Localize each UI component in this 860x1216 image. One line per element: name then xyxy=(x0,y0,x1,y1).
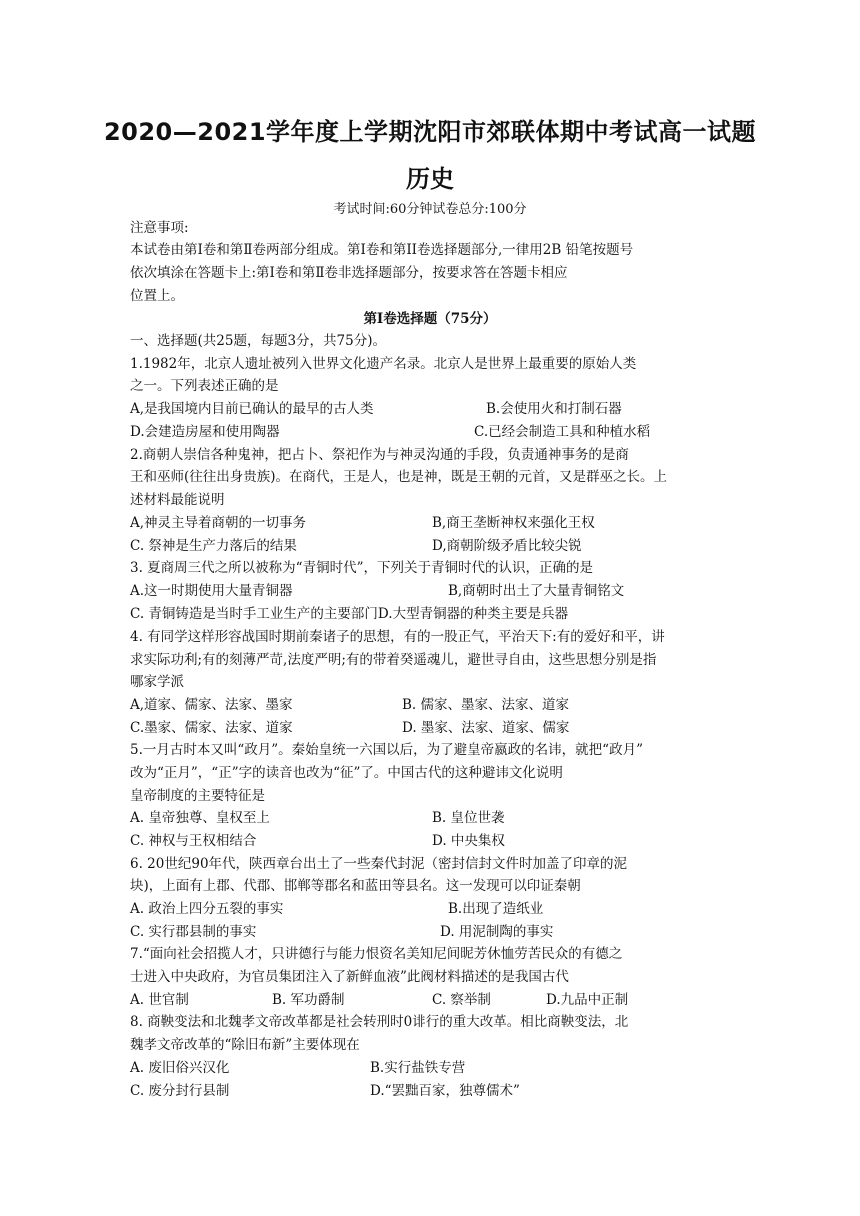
question-2-stem: 王和巫师(往往出身贵族)。在商代，王是人，也是神，既是王朝的元首，又是群巫之长。上 xyxy=(130,469,668,485)
section-heading: 第Ⅰ卷选择题（75分） xyxy=(363,311,497,327)
question-4-option-b: B. 儒家、墨家、法家、道家 xyxy=(402,697,570,713)
question-8-stem: 8. 商鞅变法和北魏孝文帝改革都是社会转刑时0诽行的重大改革。相比商鞅变法，北 xyxy=(130,1014,629,1030)
question-6-option-d: D. 用泥制陶的事实 xyxy=(440,924,554,940)
question-5-stem: 5.一月古时本又叫“政月”。秦始皇统一六国以后，为了避皇帝嬴政的名讳，就把“政月” xyxy=(130,742,643,758)
question-2-option-b: B,商王垄断神权来强化王权 xyxy=(432,515,595,531)
question-6-option-a: A. 政治上四分五裂的事实 xyxy=(130,901,284,917)
question-4-stem: 4. 有同学这样形容战国时期前秦诸子的思想，有的一股正气，平治天下:有的爱好和平，讲 xyxy=(130,629,665,645)
question-1-option-a: A,是我国境内目前已确认的最早的古人类 xyxy=(130,401,374,417)
question-3-stem: 3. 夏商周三代之所以被称为“青铜时代”，下列关于青铜时代的认识，正确的是 xyxy=(130,560,593,576)
section-intro: 一、选择题(共25题，每题3分，共75分)。 xyxy=(130,333,386,349)
question-5-option-b: B. 皇位世袭 xyxy=(432,810,505,826)
question-2-stem: 2.商朝人崇信各种鬼神，把占卜、祭祀作为与神灵沟通的手段，负责通神事务的是商 xyxy=(130,447,629,463)
exam-title: 2020—2021学年度上学期沈阳市郊联体期中考试高一试题 xyxy=(103,118,757,146)
question-6-stem: 6. 20世纪90年代，陕西章台出土了一些秦代封泥（密封信封文件时加盖了印章的泥 xyxy=(130,856,628,872)
question-2-option-a: A,神灵主导着商朝的一切事务 xyxy=(130,515,307,531)
question-4-stem: 哪家学派 xyxy=(130,674,184,690)
question-8-stem: 魏孝文帝改革的“除旧布新”主要体现在 xyxy=(130,1037,360,1053)
subject-title: 历史 xyxy=(406,165,454,193)
question-2-option-c: C. 祭神是生产力落后的结果 xyxy=(130,538,297,554)
question-1-stem: 1.1982年，北京人遗址被列入世界文化遗产名录。北京人是世界上最重要的原始人类 xyxy=(130,356,637,372)
question-7-stem: 7.“面向社会招揽人才，只讲德行与能力恨资名美知尼间昵芳休恤劳苦民众的有德之 xyxy=(130,946,623,962)
question-8-option-d: D.“罢黜百家，独尊儒术” xyxy=(370,1083,520,1099)
notice-line: 依次填涂在答题卡上:第Ⅰ卷和第Ⅱ卷非选择题部分，按要求答在答题卡相应 xyxy=(130,265,568,281)
question-7-option-d: D.九品中正制 xyxy=(546,992,629,1008)
question-7-stem: 士进入中央政府，为官员集团注入了新鲜血液”此阀材料描述的是我国古代 xyxy=(130,969,569,985)
question-5-option-a: A. 皇帝独尊、皇权至上 xyxy=(130,810,270,826)
question-5-stem: 改为“正月”，“正”字的读音也改为“征”了。中国古代的这种避讳文化说明 xyxy=(130,765,563,781)
question-2-stem: 述材料最能说明 xyxy=(130,492,225,508)
question-1-option-d: D.会建造房屋和使用陶器 xyxy=(130,424,280,440)
question-6-option-b: B.出现了造纸业 xyxy=(448,901,544,917)
question-5-option-d: D. 中央集权 xyxy=(432,833,505,849)
notice-line: 位置上。 xyxy=(130,288,184,304)
question-2-option-d: D,商朝阶级矛盾比较尖锐 xyxy=(432,538,582,554)
question-8-option-a: A. 废旧俗兴汉化 xyxy=(130,1060,230,1076)
notice-heading: 注意事项: xyxy=(130,220,189,236)
question-6-stem: 块)，上面有上郡、代郡、邯郸等郡名和蓝田等县名。这一发现可以印证秦朝 xyxy=(130,878,581,894)
question-3-option-c-d: C. 青铜铸造是当时手工业生产的主要部门D.大型青铜器的种类主要是兵器 xyxy=(130,606,569,622)
question-1-stem: 之一。下列表述正确的是 xyxy=(130,378,279,394)
question-4-option-a: A,道家、儒家、法家、墨家 xyxy=(130,697,293,713)
question-3-option-a: A.这一时期使用大量青铜器 xyxy=(130,583,293,599)
question-1-option-c: C.已经会制造工具和种植水稻 xyxy=(474,424,651,440)
question-1-option-b: B.会使用火和打制石器 xyxy=(486,401,622,417)
exam-info: 考试时间:60分钟试卷总分:100分 xyxy=(333,202,527,217)
question-8-option-b: B.实行盐铁专营 xyxy=(370,1060,466,1076)
question-5-option-c: C. 神权与王权相结合 xyxy=(130,833,257,849)
question-5-stem: 皇帝制度的主要特征是 xyxy=(130,788,265,804)
question-6-option-c: C. 实行郡县制的事实 xyxy=(130,924,257,940)
question-7-option-b: B. 军功爵制 xyxy=(272,992,345,1008)
question-7-option-c: C. 察举制 xyxy=(432,992,491,1008)
question-3-option-b: B,商朝时出土了大量青铜铭文 xyxy=(448,583,625,599)
notice-line: 本试卷由第Ⅰ卷和第Ⅱ卷两部分组成。第Ⅰ卷和第II卷选择题部分,一律用2B 铅笔按题号 xyxy=(130,242,634,258)
question-4-stem: 求实际功利;有的刻薄严苛,法度严明;有的带着癸遥魂儿，避世寻自由，这些思想分别是指 xyxy=(130,652,657,668)
question-4-option-c: C.墨家、儒家、法家、道家 xyxy=(130,720,293,736)
question-8-option-c: C. 废分封行县制 xyxy=(130,1083,230,1099)
question-4-option-d: D. 墨家、法家、道家、儒家 xyxy=(402,720,570,736)
question-7-option-a: A. 世官制 xyxy=(130,992,189,1008)
